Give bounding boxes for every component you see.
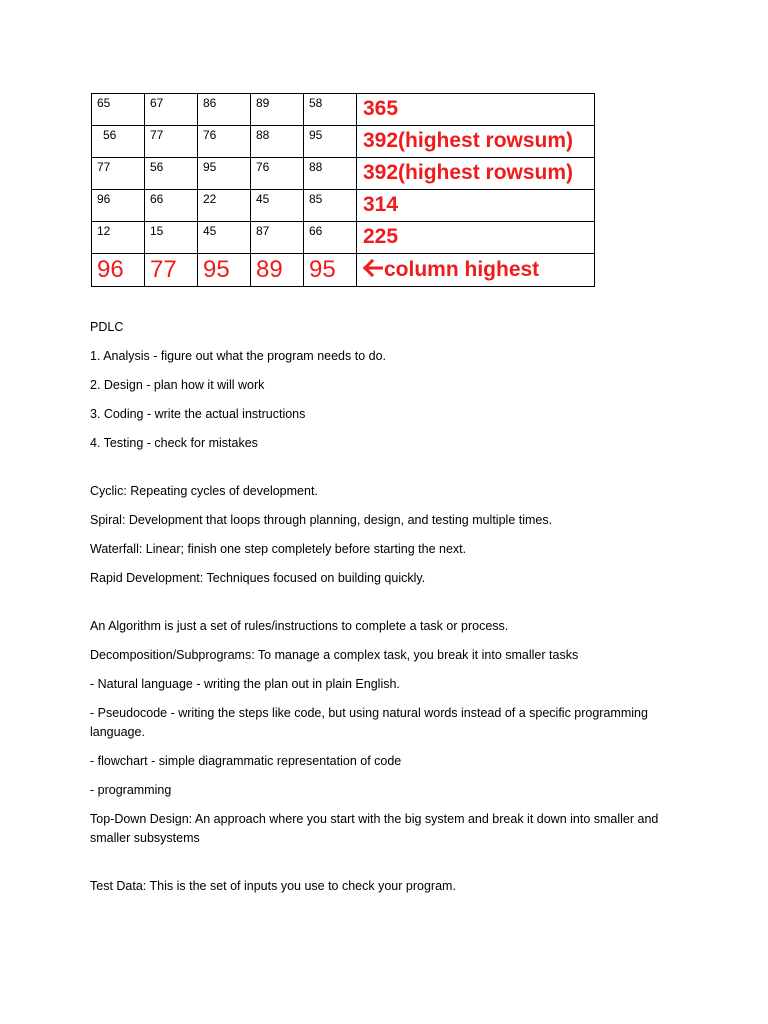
table-cell: 76 (251, 158, 304, 190)
table-cell: 86 (198, 94, 251, 126)
column-max-cell: 89 (251, 254, 304, 287)
column-max-cell: 77 (145, 254, 198, 287)
row-sum-cell: 314 (357, 190, 595, 222)
table-cell: 45 (198, 222, 251, 254)
row-sum-cell: 392(highest rowsum) (357, 158, 595, 190)
column-max-label: column highest (384, 258, 540, 281)
method-item: - flowchart - simple diagrammatic representation of code (90, 754, 402, 768)
model-definition: Rapid Development: Techniques focused on building quickly. (90, 571, 426, 585)
test-data-definition: Test Data: This is the set of inputs you use to check your program. (90, 879, 456, 893)
table-cell: 95 (304, 126, 357, 158)
spacer (90, 858, 690, 877)
table-cell: 85 (304, 190, 357, 222)
pdlc-step: 2. Design - plan how it will work (90, 378, 265, 392)
table-cell: 96 (92, 190, 145, 222)
table-cell: 77 (92, 158, 145, 190)
column-max-label-cell (357, 254, 595, 287)
table-cell: 66 (304, 222, 357, 254)
table-cell: 67 (145, 94, 198, 126)
method-item: - programming (90, 783, 172, 797)
table-cell: 88 (251, 126, 304, 158)
table-cell: 65 (92, 94, 145, 126)
row-sum-cell: 225 (357, 222, 595, 254)
table-row (92, 158, 595, 190)
spacer (90, 598, 690, 617)
method-item: - Pseudocode - writing the steps like code, but using natural words instead of a specific programming language. (90, 706, 648, 739)
table-row (92, 126, 595, 158)
table-row (92, 94, 595, 126)
pdlc-heading: PDLC (90, 320, 124, 334)
column-max-cell: 95 (304, 254, 357, 287)
table-cell: 95 (198, 158, 251, 190)
table-cell: 22 (198, 190, 251, 222)
table-row (92, 190, 595, 222)
spacer (90, 463, 690, 482)
table-cell: 58 (304, 94, 357, 126)
model-definition: Cyclic: Repeating cycles of development. (90, 484, 318, 498)
table-row (92, 222, 595, 254)
row-sum-cell: 365 (357, 94, 595, 126)
column-max-row (92, 254, 595, 287)
arrow-left-icon (363, 257, 383, 285)
model-definition: Spiral: Development that loops through planning, design, and testing multiple times. (90, 513, 553, 527)
table-cell: 87 (251, 222, 304, 254)
table-cell: 56 (145, 158, 198, 190)
row-sum-cell: 392(highest rowsum) (357, 126, 595, 158)
table-cell: 89 (251, 94, 304, 126)
pdlc-step: 4. Testing - check for mistakes (90, 436, 258, 450)
top-down-definition: Top-Down Design: An approach where you start with the big system and break it down into smaller and smaller subsystems (90, 812, 659, 845)
table-cell: 66 (145, 190, 198, 222)
column-max-cell: 95 (198, 254, 251, 287)
column-max-cell: 96 (92, 254, 145, 287)
pdlc-step: 1. Analysis - figure out what the program needs to do. (90, 349, 387, 363)
table-cell: 76 (198, 126, 251, 158)
model-definition: Waterfall: Linear; finish one step completely before starting the next. (90, 542, 467, 556)
method-item: - Natural language - writing the plan out in plain English. (90, 677, 400, 691)
algorithm-definition: An Algorithm is just a set of rules/instructions to complete a task or process. (90, 619, 509, 633)
table-cell: 56 (92, 126, 145, 158)
pdlc-step: 3. Coding - write the actual instructions (90, 407, 306, 421)
table-cell: 88 (304, 158, 357, 190)
decomposition-definition: Decomposition/Subprograms: To manage a complex task, you break it into smaller tasks (90, 648, 579, 662)
table-cell: 77 (145, 126, 198, 158)
score-table-container (91, 93, 595, 287)
table-cell: 15 (145, 222, 198, 254)
notes-body (90, 318, 690, 906)
score-table (91, 93, 595, 287)
table-cell: 45 (251, 190, 304, 222)
table-cell: 12 (92, 222, 145, 254)
